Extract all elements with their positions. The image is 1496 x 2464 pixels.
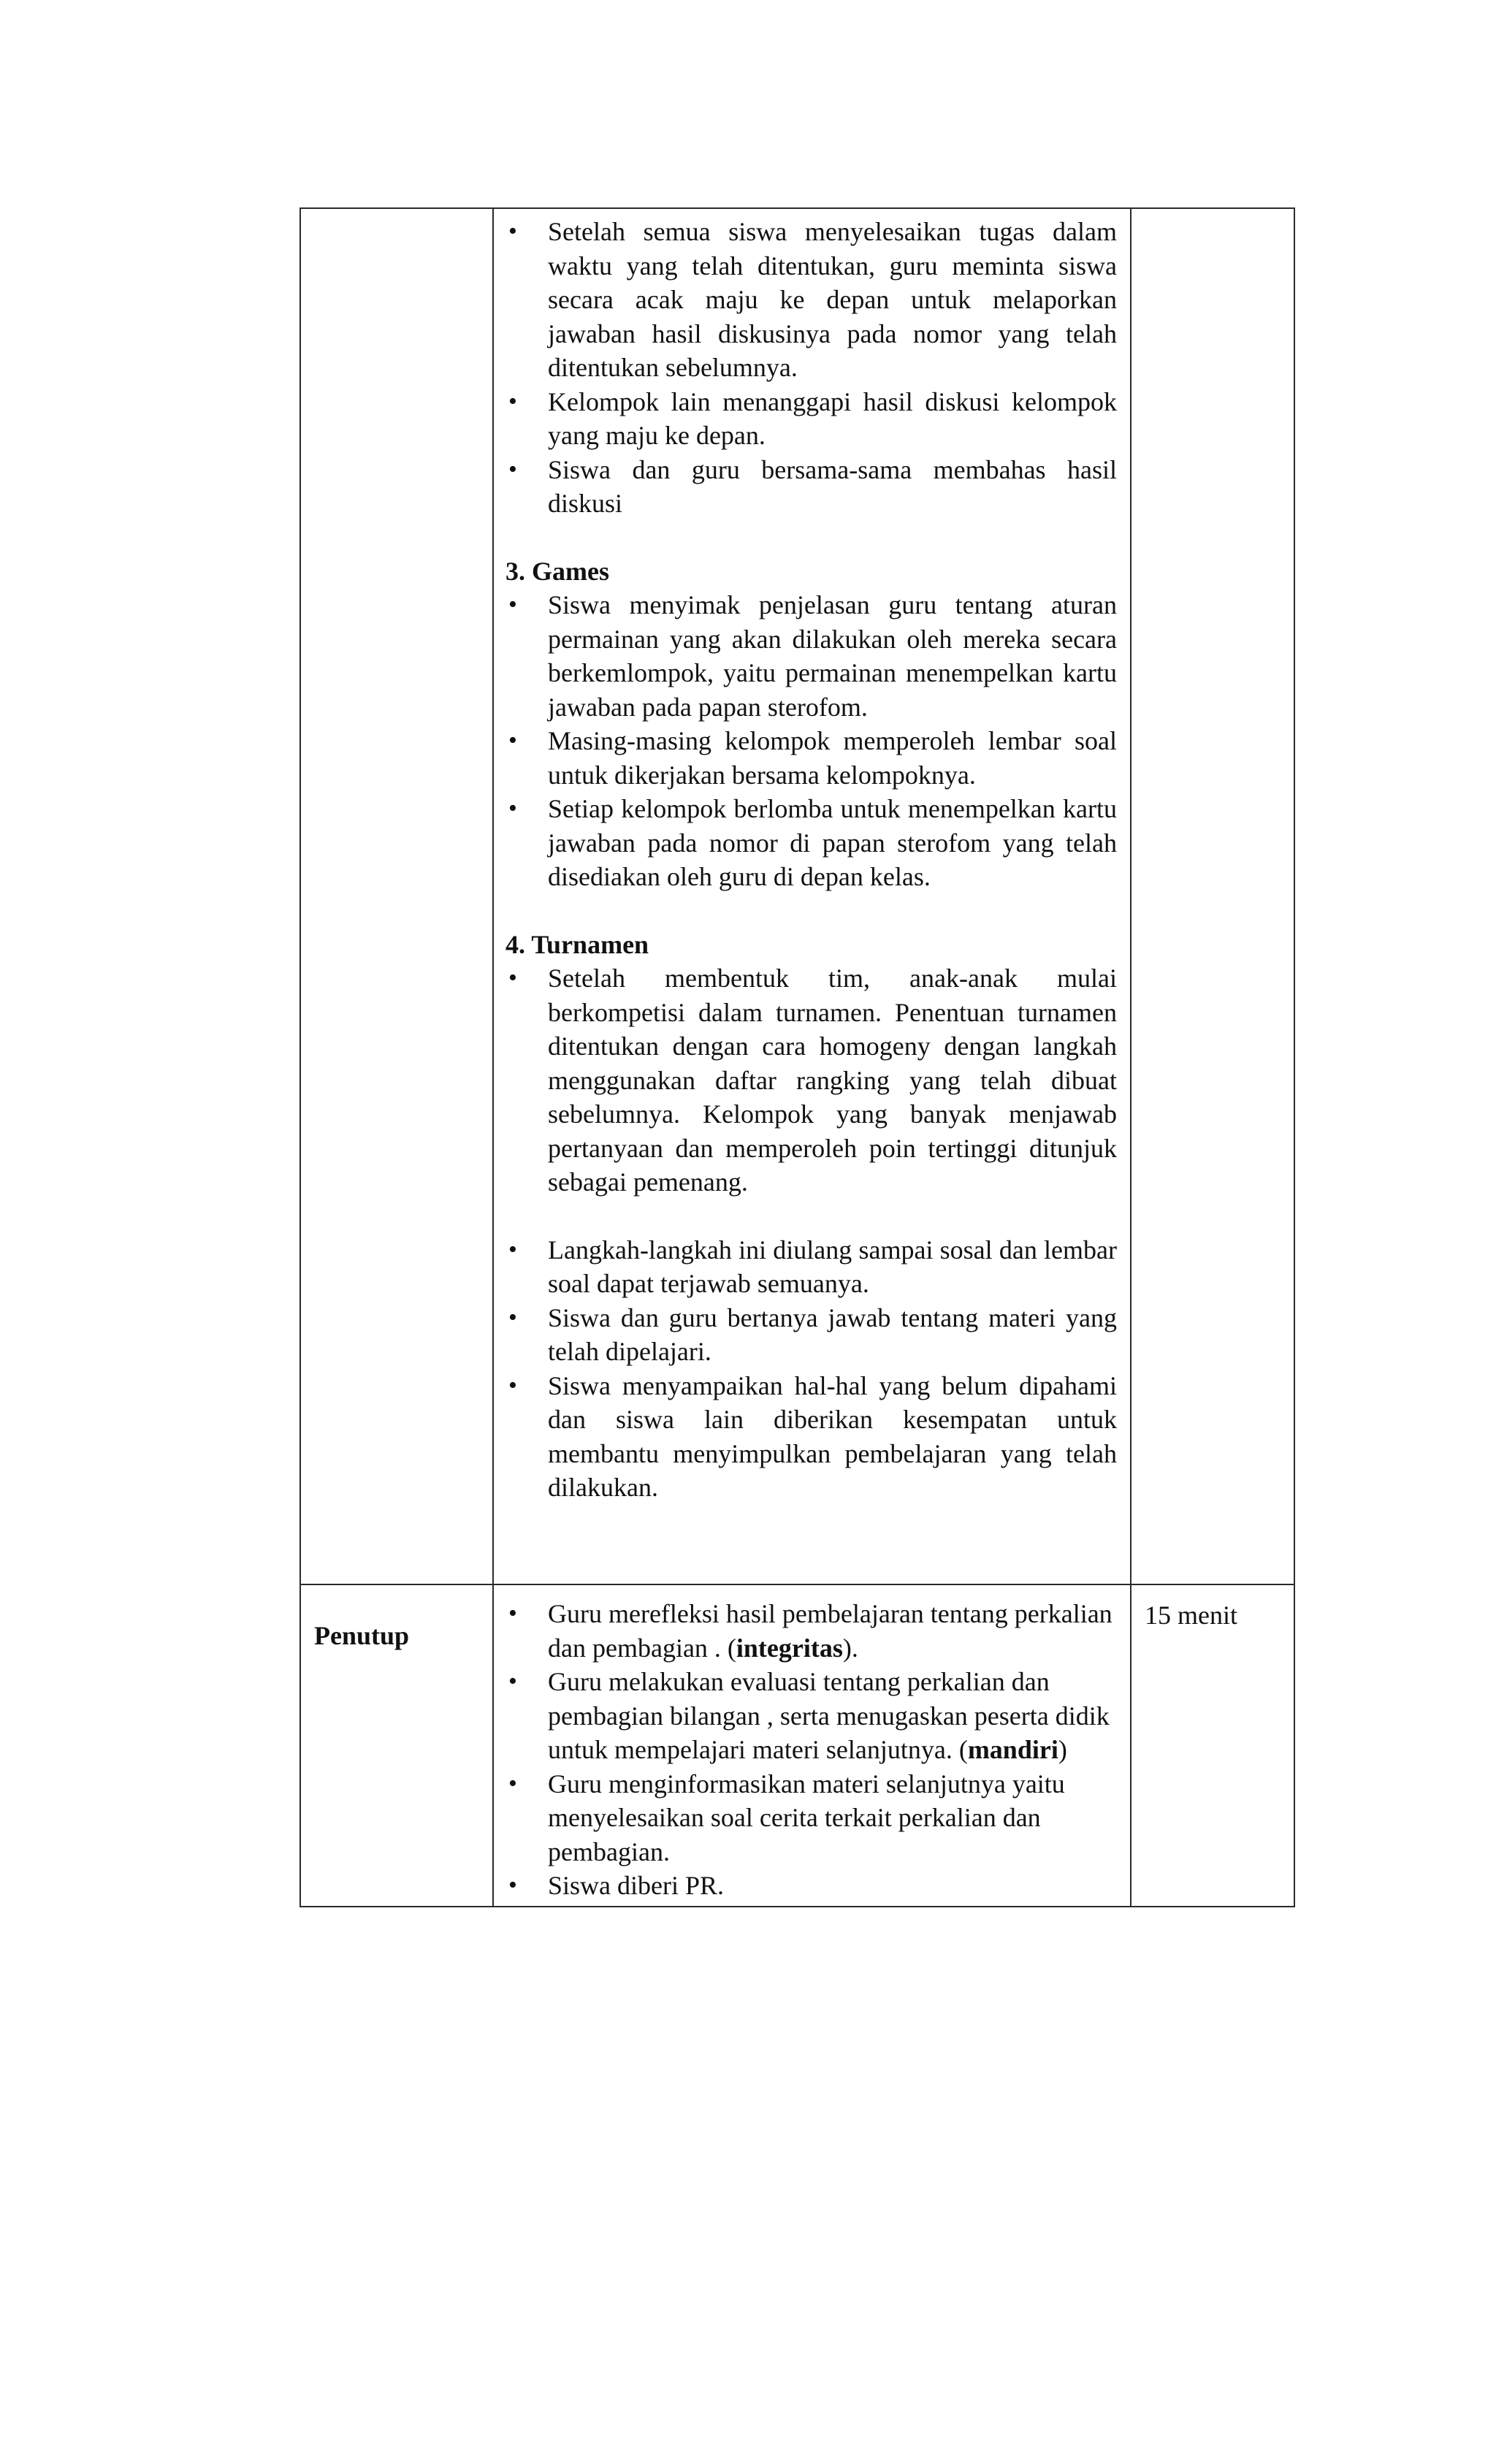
final-steps-list <box>505 1233 1117 1505</box>
list-item: • Masing-masing kelompok memperoleh lembar soal untuk dikerjakan bersama kelompoknya. <box>505 724 1117 792</box>
games-steps-list <box>505 588 1117 894</box>
list-item: • Siswa diberi PR. <box>505 1869 1117 1903</box>
core-activity-row <box>300 208 1294 1584</box>
list-item: • Guru melakukan evaluasi tentang perkalian dan pembagian bilangan , serta menugaskan peserta didik untuk mempelajari materi selanjutnya. (mandiri) <box>505 1665 1117 1767</box>
stage-label: Penutup <box>314 1621 410 1650</box>
list-item: • Setelah membentuk tim, anak-anak mulai berkompetisi dalam turnamen. Penentuan turnamen ditentukan dengan cara homogeny dengan langkah menggunakan daftar rangking yang telah dibuat sebelumnya. Kelompok yang banyak menjawab pertanyaan dan memperoleh poin tertinggi ditunjuk sebagai pemenang. <box>505 961 1117 1199</box>
turnamen-heading: 4. Turnamen <box>505 929 649 959</box>
value-keyword: mandiri <box>967 1735 1058 1764</box>
list-item: • Langkah-langkah ini diulang sampai sosal dan lembar soal dapat terjawab semuanya. <box>505 1233 1117 1301</box>
discussion-steps-list <box>505 215 1117 521</box>
closing-row <box>300 1584 1294 1907</box>
list-item: • Guru menginformasikan materi selanjutnya yaitu menyelesaikan soal cerita terkait perkalian dan pembagian. <box>505 1767 1117 1869</box>
list-item: • Setelah semua siswa menyelesaikan tugas dalam waktu yang telah ditentukan, guru meminta siswa secara acak maju ke depan untuk melaporkan jawaban hasil diskusinya pada nomor yang telah ditentukan sebelumnya. <box>505 215 1117 385</box>
list-item: • Kelompok lain menanggapi hasil diskusi kelompok yang maju ke depan. <box>505 385 1117 453</box>
list-item: • Setiap kelompok berlomba untuk menempelkan kartu jawaban pada nomor di papan sterofom yang telah disediakan oleh guru di depan kelas. <box>505 792 1117 894</box>
closing-description-cell <box>493 1584 1131 1907</box>
list-item: • Siswa menyimak penjelasan guru tentang aturan permainan yang akan dilakukan oleh mereka secara berkemlompok, yaitu permainan menempelkan kartu jawaban pada papan sterofom. <box>505 588 1117 724</box>
stage-label-cell-empty <box>300 208 493 1584</box>
turnamen-steps-list <box>505 961 1117 1199</box>
list-item: • Guru merefleksi hasil pembelajaran tentang perkalian dan pembagian . (integritas). <box>505 1597 1117 1665</box>
stage-label-cell <box>300 1584 493 1907</box>
lesson-plan-table <box>299 207 1295 1907</box>
activity-description-cell <box>493 208 1131 1584</box>
duration: 15 menit <box>1145 1601 1237 1630</box>
closing-steps-list <box>505 1597 1117 1903</box>
time-cell-empty <box>1131 208 1294 1584</box>
value-keyword: integritas <box>736 1633 843 1663</box>
time-cell <box>1131 1584 1294 1907</box>
list-item: • Siswa menyampaikan hal-hal yang belum dipahami dan siswa lain diberikan kesempatan untuk membantu menyimpulkan pembelajaran yang telah dilakukan. <box>505 1369 1117 1505</box>
list-item: • Siswa dan guru bertanya jawab tentang materi yang telah dipelajari. <box>505 1301 1117 1369</box>
list-item: • Siswa dan guru bersama-sama membahas hasil diskusi <box>505 453 1117 521</box>
games-heading: 3. Games <box>505 556 609 586</box>
